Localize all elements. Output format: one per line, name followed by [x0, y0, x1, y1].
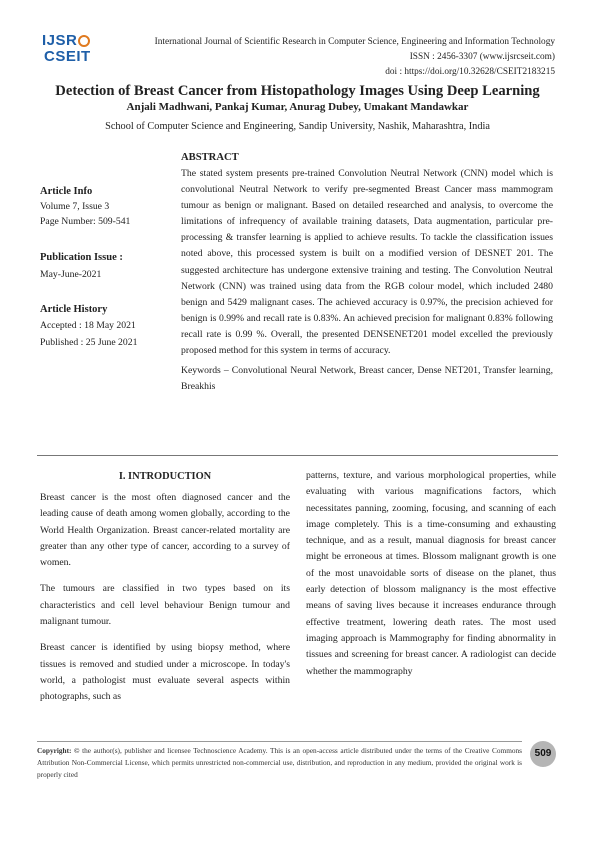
copyright-text: the author(s), publisher and licensee Technoscience Academy. This is an open-access article distributed under the terms of the Creative Commons Attribution Non-Commercial License, which permits unrestricted non-commercial use, distribution, and reproduction in any medium, provided the original work is properly cited [37, 746, 523, 779]
abstract-section [181, 166, 553, 395]
intro-paragraph: patterns, texture, and various morphological properties, while evaluating with various magnifications factors, which necessitates panning, zooming, focusing, and scanning of each image completely. This is a time-consuming and exhausting technique, and as a result, manual diagnosis for breast cancer might be erroneous at times. Blossom malignant growth is one of the most unavoidable sorts of disease on the planet, thus early detection of blossom malignancy is the most effective means of saving lives because it increases endurance through effective treatment, lowering death rates. The most used imaging approach is Mammography for finding abnormality in tissues and screening for breast cancer. A radiologist can decide whether the mammography [306, 470, 556, 677]
paper-title: Detection of Breast Cancer from Histopathology Images Using Deep Learning [55, 83, 540, 99]
logo-line1: IJSR [42, 32, 78, 49]
page-number-badge: 509 [530, 741, 556, 767]
article-history-heading: Article History [40, 304, 108, 315]
keywords: Keywords – Convolutional Neural Network, Breast cancer, Dense NET201, Transfer learning, Breakhis [181, 365, 553, 393]
publication-issue-heading: Publication Issue : [40, 252, 123, 263]
abstract-body: The stated system presents pre-trained Convolution Neutral Network (CNN) model which is convolutional Neutral Network to verify pre-segmented Breast Cancer mass mammogram tumour as benign or malignant. Based on detailed researched and analysis, to overcome the limitations of infrequency of available training datasets, Data augmentation, particular pre-processing & transfer learning is applied to achieve results. To tackle the classification issues noted above, this processed system is built on a modified version of DESNET 201. The suggested architecture has undergone extensive training and testing. The Convolution Neutral Network (CNN) was trained using data from the RGB colour model, which included 2480 benign and 5429 malignant cases. The achieved accuracy is 0.97%, the precision achieved for benign is 0.99% and recall rate is 0.83%. An achieved precision for malignant 0.83% following recall rate is 0.99 %. Overall, the presented DENSENET201 model excelled the previously proposed method for this system in terms of accuracy. [181, 168, 553, 357]
publication-issue [40, 250, 175, 282]
footer-divider [37, 741, 522, 742]
article-info [40, 184, 175, 229]
section-divider [37, 455, 558, 456]
doi: doi : https://doi.org/10.32628/CSEIT2183215 [385, 67, 555, 77]
abstract-heading: ABSTRACT [181, 152, 239, 163]
article-history [40, 302, 175, 350]
volume: Volume 7, Issue 3 [40, 201, 110, 212]
authors: Anjali Madhwani, Pankaj Kumar, Anurag Dubey, Umakant Mandawkar [126, 101, 469, 113]
logo-line2: CSEIT [44, 48, 91, 65]
journal-name: International Journal of Scientific Research in Computer Science, Engineering and Information Technology [154, 37, 555, 47]
published-date: Published : 25 June 2021 [40, 337, 138, 348]
journal-logo [40, 32, 98, 68]
intro-left-column [40, 490, 290, 716]
intro-paragraph: Breast cancer is identified by using biopsy method, where tissues is removed and studied under a microscope. In today's world, a pathologist must evaluate several aspects within photographs, such as [40, 642, 290, 703]
affiliation: School of Computer Science and Engineering, Sandip University, Nashik, Maharashtra, India [105, 121, 490, 132]
copyright-label: Copyright: © [37, 746, 80, 755]
intro-paragraph: Breast cancer is the most often diagnosed cancer and the leading cause of death among women globally, according to the World Health Organization. Breast cancer-related mortality are greater than any other type of cancer, according to a survey of women. [40, 492, 290, 569]
intro-paragraph: The tumours are classified in two types based on its characteristics and cell level behaviour Benign tumour and malignant tumour. [40, 583, 290, 628]
copyright-notice [37, 745, 522, 781]
article-info-heading: Article Info [40, 186, 93, 197]
intro-right-column [306, 468, 556, 690]
logo-ring-icon [78, 35, 90, 47]
accepted-date: Accepted : 18 May 2021 [40, 320, 136, 331]
publication-issue-value: May-June-2021 [40, 269, 102, 280]
introduction-heading: I. INTRODUCTION [118, 471, 212, 482]
issn: ISSN : 2456-3307 (www.ijsrcseit.com) [409, 52, 555, 62]
page-number-range: Page Number: 509-541 [40, 216, 131, 227]
